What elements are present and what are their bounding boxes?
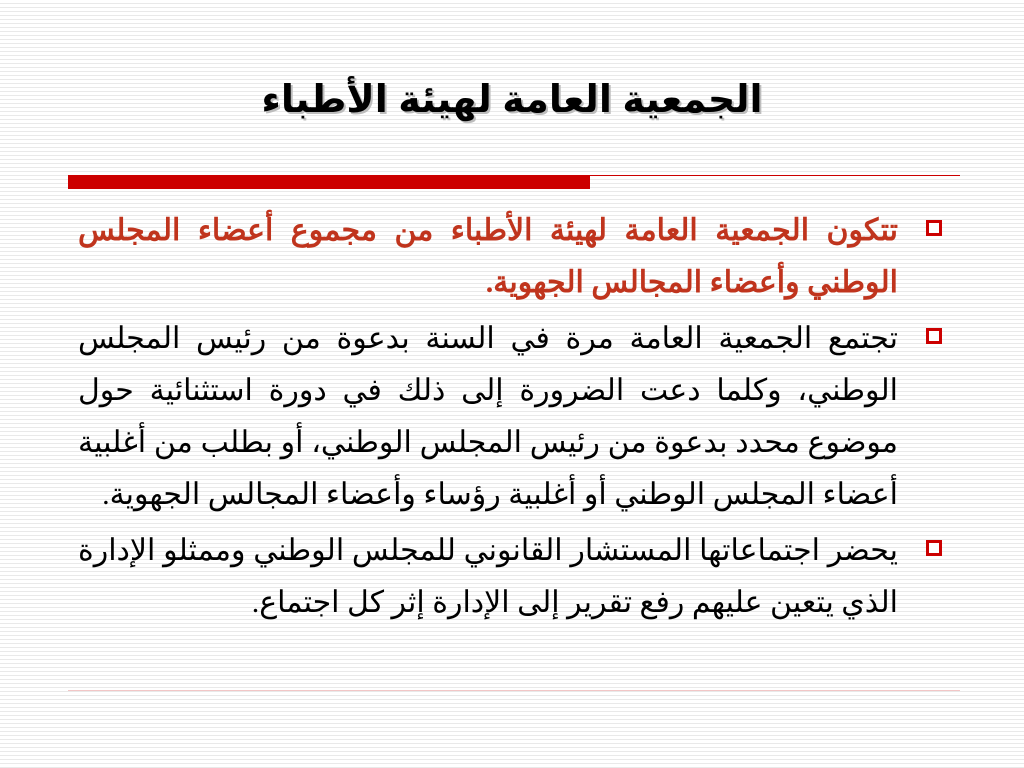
title-divider [68, 175, 960, 189]
title-divider-thin-line [590, 175, 960, 176]
bullet-text: يحضر اجتماعاتها المستشار القانوني للمجلس الوطني وممثلو الإدارة الذي يتعين عليهم رفع تقرير إلى الإدارة إثر كل اجتماع. [78, 534, 898, 619]
bullet-item [78, 313, 950, 521]
hollow-square-icon [926, 328, 942, 344]
bullet-list [78, 205, 950, 633]
bullet-text: تتكون الجمعية العامة لهيئة الأطباء من مجموع أعضاء المجلس الوطني وأعضاء المجالس الجهوية. [78, 214, 898, 299]
hollow-square-icon [926, 540, 942, 556]
footer-divider [68, 690, 960, 691]
bullet-text: تجتمع الجمعية العامة مرة في السنة بدعوة من رئيس المجلس الوطني، وكلما دعت الضرورة إلى ذلك في دورة استثنائية حول موضوع محدد بدعوة من رئيس المجلس الوطني، أو بطلب من أغلبية أعضاء المجلس الوطني أو أغلبية رؤساء وأعضاء المجالس الجهوية. [78, 322, 898, 511]
hollow-square-icon [926, 220, 942, 236]
slide-title: الجمعية العامة لهيئة الأطباء [261, 79, 763, 121]
bullet-item [78, 205, 950, 309]
bullet-item [78, 525, 950, 629]
title-divider-red-bar [68, 175, 590, 189]
